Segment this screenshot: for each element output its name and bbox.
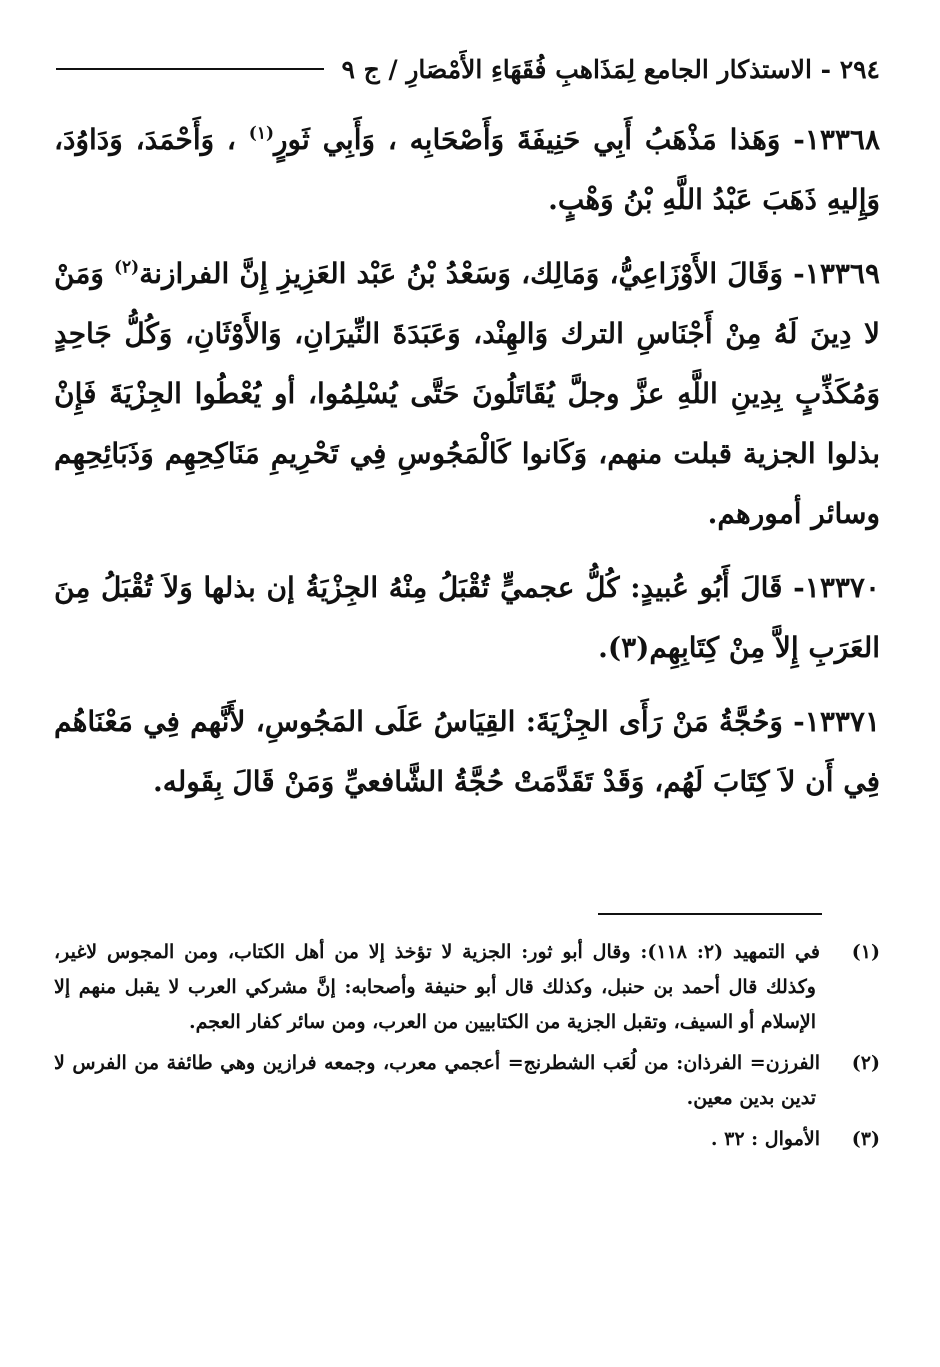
footnote-text: (٢: ١١٨): وقال أبو ثور: الجزية لا تؤخذ إلا من أهل الكتاب، ومن المجوس لاغير، وكذلك قال أحمد بن حنبل، وكذلك قال أبو حنيفة وأصحابه: إنَّ مشركي العرب لا يقبل منهم إلا الإسلام أو السيف، وتقبل الجزية من الكتابيين من العرب، ومن سائر كفار العجم. [54,941,816,1033]
footnote-ref: (٢) [113,257,140,278]
paragraph-text: ، وَأَحْمَدَ، وَدَاوُدَ، وَإِليهِ ذَهَبَ عَبْدُ اللَّهِ بْنُ وَهْبٍ. [54,123,880,216]
paragraph [54,244,880,544]
paragraph-number: ١٣٣٦٩- [793,257,880,290]
paragraph-number: ١٣٣٦٨- [793,123,881,156]
footnote-ref: (١) [248,123,275,144]
paragraph-text: وَهَذا مَذْهَبُ أَبِي حَنِيفَةَ وَأَصْحَابِه ، وَأَبِي ثَورٍ [274,123,781,156]
footnote-term: في التمهيد [732,941,820,963]
footnote-text: الأموال : ٣٢ . [710,1128,820,1150]
footnote [54,935,880,1040]
paragraph [54,692,880,812]
footnote [54,1046,880,1116]
footnote-number: (٢) [851,1052,880,1074]
paragraph-text: وَقَالَ الأَوْزَاعِيُّ، وَمَالِك، وَسَعْدُ بْنُ عَبْد العَزِيزِ إِنَّ الفرازنة [139,257,784,290]
running-header [341,52,880,88]
footnotes [54,935,880,1163]
paragraph [54,110,880,230]
footnote-term: الفرزن= [749,1052,820,1074]
paragraph-number: ١٣٣٧١- [793,705,880,738]
footnote-separator [598,913,822,915]
paragraph-text: وَمَنْ لا دِينَ لَهُ مِنْ أَجْنَاسِ الترك وَالهِنْد، وَعَبَدَةَ النِّيرَانِ، وَالأَوْثَانِ، وَكُلُّ جَاحِدٍ وَمُكَذِّبٍ بِدِينِ اللَّهِ عزَّ وجلَّ يُقَاتَلُونَ حَتَّى يُسْلِمُوا، أو يُعْطُوا الجِزْيَةَ فَإِنْ بذلوا الجزية قبلت منهم، وَكَانوا كَالْمَجُوسِ فِي تَحْرِيمِ مَنَاكِحِهِم وَذَبَائِحِهِم وسائر أمورهم. [54,257,880,530]
paragraph [54,558,880,678]
paragraph-text: . [598,631,608,664]
footnote [54,1122,880,1157]
footnote-text: الفرذان: من لُعَب الشطرنج= أعجمي معرب، وجمعه فرازين وهي طائفة من الفرس لا تدين بدين معين. [54,1052,816,1109]
main-text [54,110,880,826]
footnote-number: (٣) [851,1128,880,1150]
header-rule [56,68,324,70]
paragraph-number: ١٣٣٧٠- [793,571,880,604]
footnote-number: (١) [851,941,880,963]
paragraph-text: قَالَ أَبُو عُبيدٍ: كُلُّ عجميٍّ تُقْبَلُ مِنْهُ الجِزْيَةُ إن بذلها وَلاَ تُقْبَلُ مِنَ العَرَبِ إِلاَّ مِنْ كِتَابِهِم [54,571,880,664]
running-title: ٢٩٤ - الاستذكار الجامع لِمَذَاهبِ فُقَهَاءِ الأَمْصَارِ / ج ٩ [341,55,880,84]
footnote-ref: (٣) [607,631,650,664]
paragraph-text: وَحُجَّةُ مَنْ رَأَى الجِزْيَةَ: القِيَاسُ عَلَى المَجُوسِ، لأَنَّهم فِي مَعْنَاهُم فِي أَن لاَ كِتَابَ لَهُم، وَقَدْ تَقَدَّمَتْ حُجَّةُ الشَّافعيِّ وَمَنْ قَالَ بِقَوله. [54,705,880,798]
